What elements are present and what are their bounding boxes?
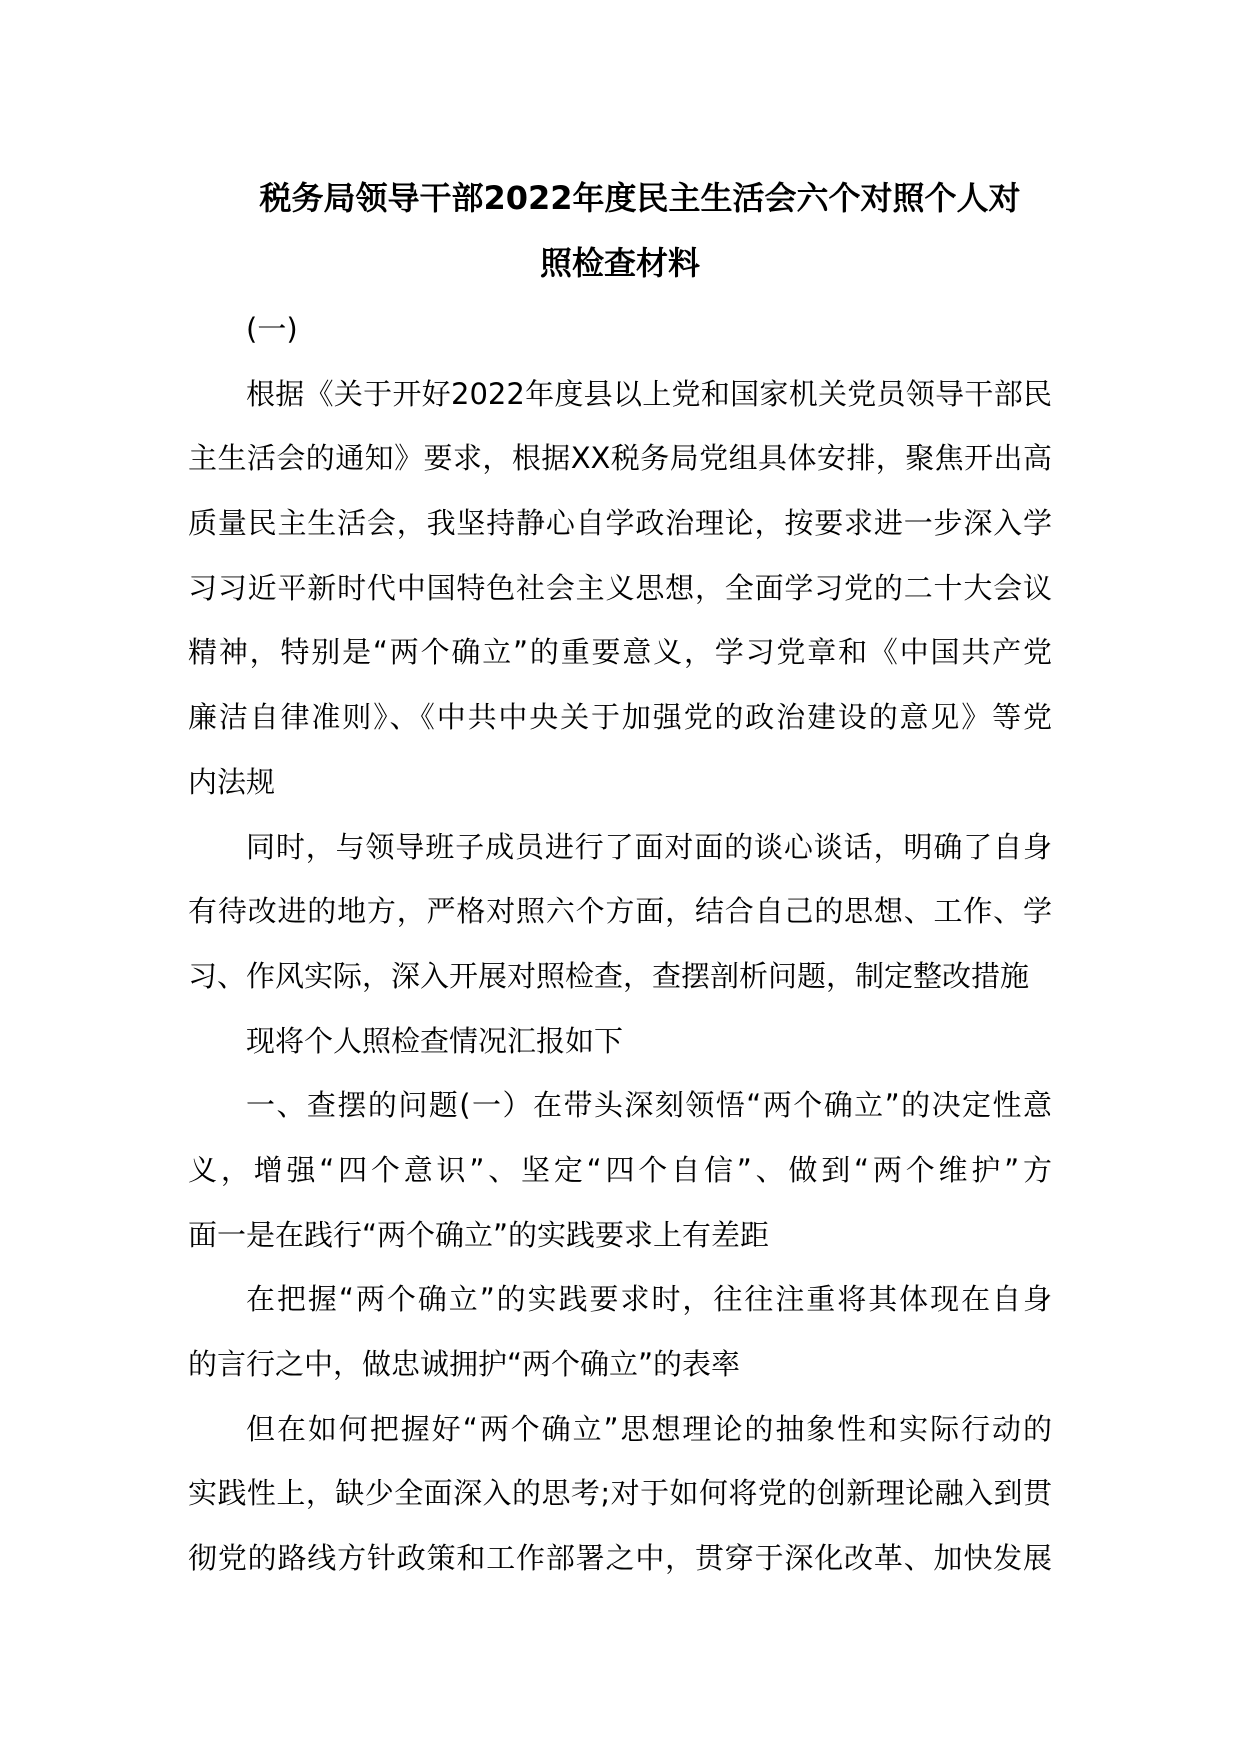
paragraph — [188, 1397, 1052, 1591]
paragraph-line: 的言行之中，做忠诚拥护“两个确立”的表率 — [188, 1347, 741, 1381]
paragraph-line: 主生活会的通知》要求，根据XX税务局党组具体安排，聚焦开出高 — [188, 441, 1052, 476]
paragraph-line: 但在如何把握好“两个确立”思想理论的抽象性和实际行动的 — [246, 1411, 1052, 1446]
document-title-line-1: 税务局领导干部2022年度民主生活会六个对照个人对 — [259, 179, 1021, 217]
paragraph-line: 面一是在践行“两个确立”的实践要求上有差距 — [188, 1217, 770, 1252]
paragraph-line: 有待改进的地方，严格对照六个方面，结合自己的思想、工作、学 — [188, 894, 1052, 929]
paragraph — [188, 1073, 1052, 1267]
paragraph — [188, 815, 1052, 1009]
paragraph-line: 习、作风实际，深入开展对照检查，查摆剖析问题，制定整改措施 — [188, 958, 1030, 993]
paragraph-line: 实践性上，缺少全面深入的思考;对于如何将党的创新理论融入到贯 — [188, 1476, 1052, 1511]
paragraph-line: 现将个人照检查情况汇报如下 — [246, 1023, 624, 1058]
paragraph — [188, 1267, 1052, 1396]
paragraph-line: 习习近平新时代中国特色社会主义思想，全面学习党的二十大会议 — [188, 570, 1052, 605]
paragraph — [188, 362, 1052, 815]
document-body — [188, 297, 1052, 1591]
paragraph-line: 同时，与领导班子成员进行了面对面的谈心谈话，明确了自身 — [246, 829, 1052, 864]
paragraph-line: 质量民主生活会，我坚持静心自学政治理论，按要求进一步深入学 — [188, 506, 1052, 541]
paragraph — [188, 1009, 1052, 1074]
paragraph-line: 内法规 — [188, 764, 276, 799]
paragraph-line: 义，增强“四个意识”、坚定“四个自信”、做到“两个维护”方 — [188, 1152, 1052, 1187]
paragraph-line: 在把握“两个确立”的实践要求时，往往注重将其体现在自身 — [246, 1282, 1052, 1317]
section-marker: (一) — [246, 312, 298, 346]
paragraph-line: 根据《关于开好2022年度县以上党和国家机关党员领导干部民 — [246, 376, 1052, 411]
paragraph-line: 精神，特别是“两个确立”的重要意义，学习党章和《中国共产党 — [188, 635, 1052, 670]
paragraph-line: 彻党的路线方针政策和工作部署之中，贯穿于深化改革、加快发展 — [188, 1541, 1052, 1576]
paragraph-line: 一、查摆的问题(一）在带头深刻领悟“两个确立”的决定性意 — [246, 1088, 1052, 1123]
paragraph-line: 廉洁自律准则》、《中共中央关于加强党的政治建设的意见》等党 — [188, 700, 1052, 735]
document-title-line-2: 照检查材料 — [539, 244, 700, 282]
